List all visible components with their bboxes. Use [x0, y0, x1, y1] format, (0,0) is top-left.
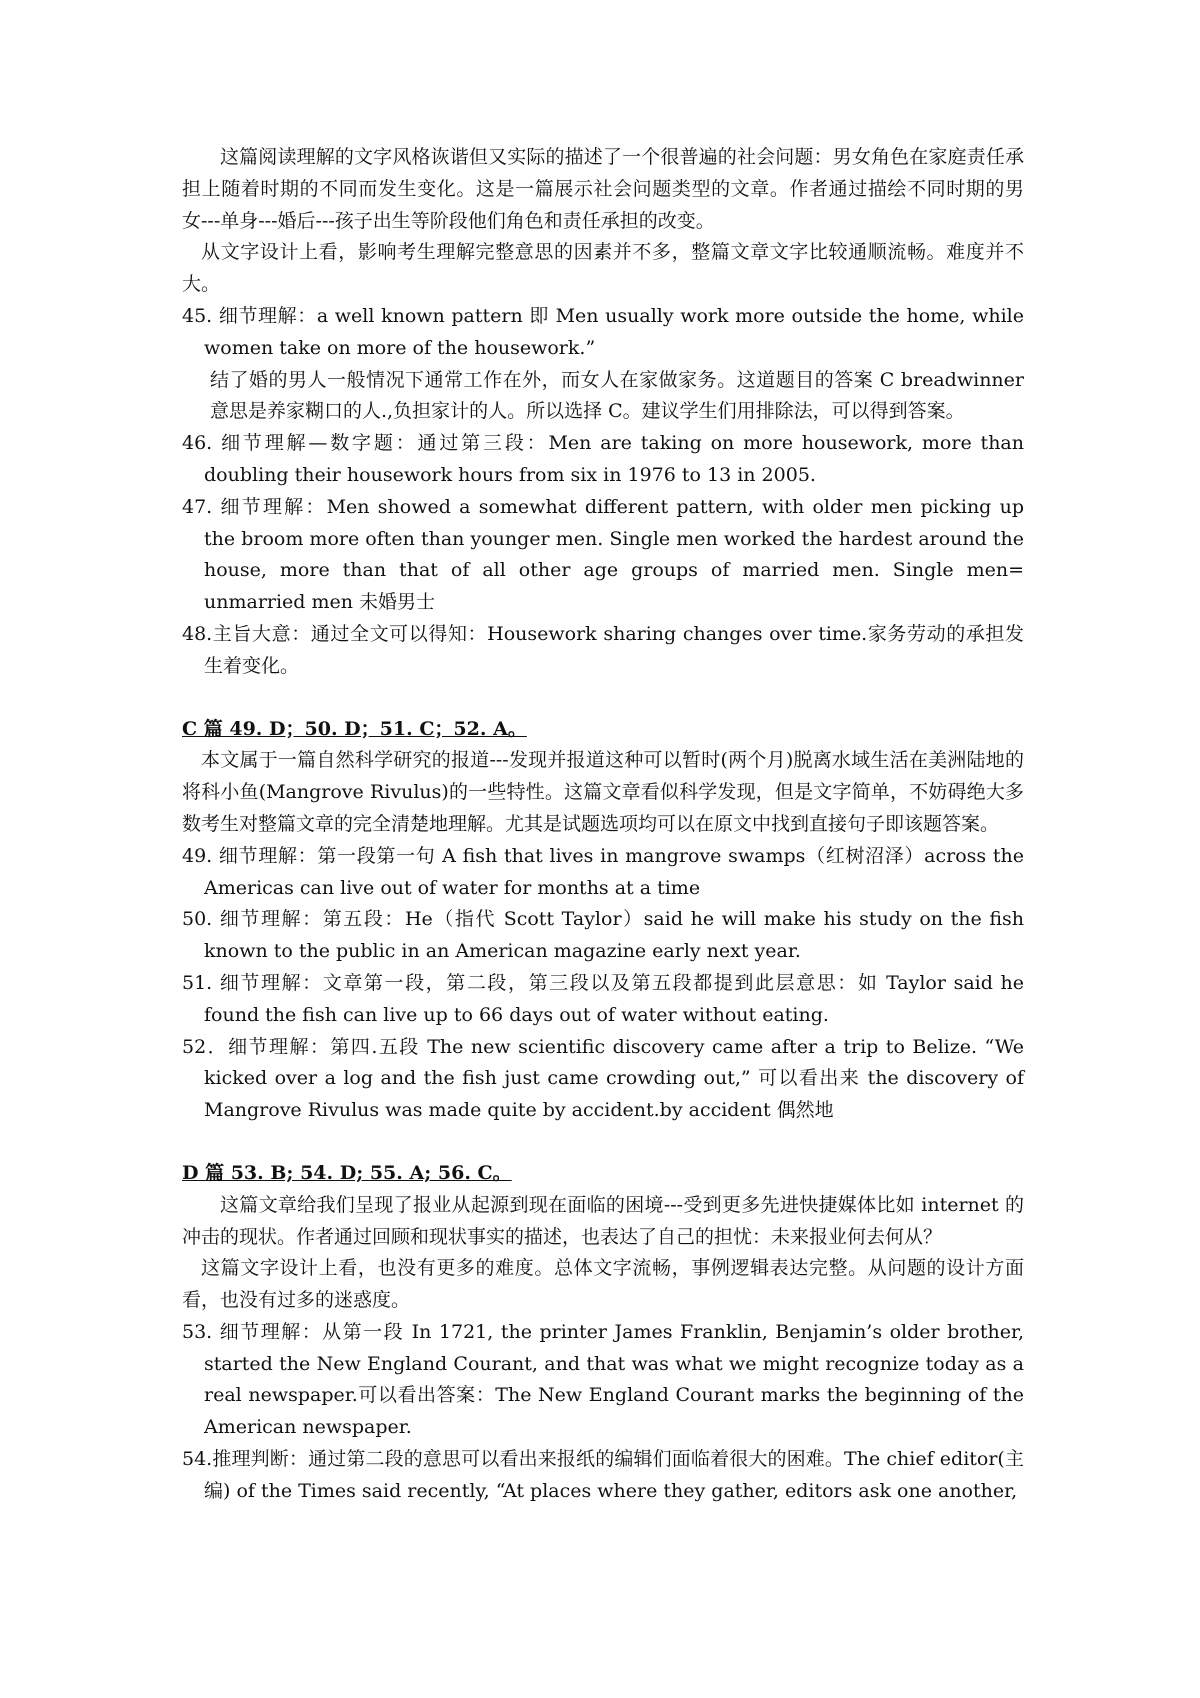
answer-item-48: 48.主旨大意：通过全文可以得知：Housework sharing changes over time.家务劳动的承担发生着变化。	[182, 622, 1024, 677]
intro-paragraph: 从文字设计上看，影响考生理解完整意思的因素并不多，整篇文章文字比较通顺流畅。难度并不大。	[182, 241, 1024, 296]
section-d-intro: 这篇文章给我们呈现了报业从起源到现在面临的困境---受到更多先进快捷媒体比如 internet 的冲击的现状。作者通过回顾和现状事实的描述，也表达了自己的担忧：未来报业何去何从？	[182, 1193, 1024, 1248]
answer-item-51: 51. 细节理解：文章第一段，第二段，第三段以及第五段都提到此层意思：如 Taylor said he found the fish can live up to 66 days out of water without eating.	[182, 971, 1024, 1026]
answer-item-47: 47. 细节理解：Men showed a somewhat different pattern, with older men picking up the broom more often than younger men. Single men worked the hardest around the house, more than that of all other age groups of married men. Single men= unmarried men 未婚男士	[182, 495, 1024, 614]
answer-item-45: 45. 细节理解：a well known pattern 即 Men usually work more outside the home, while women take on more of the housework.”	[182, 304, 1024, 359]
section-d-intro: 这篇文字设计上看，也没有更多的难度。总体文字流畅，事例逻辑表达完整。从问题的设计方面看，也没有过多的迷惑度。	[182, 1257, 1024, 1312]
intro-paragraph: 这篇阅读理解的文字风格诙谐但又实际的描述了一个很普遍的社会问题：男女角色在家庭责任承担上随着时期的不同而发生变化。这是一篇展示社会问题类型的文章。作者通过描绘不同时期的男女---单身---婚后---孩子出生等阶段他们角色和责任承担的改变。	[182, 146, 1024, 232]
answer-item-45-note: 结了婚的男人一般情况下通常工作在外，而女人在家做家务。这道题目的答案 C breadwinner 意思是养家糊口的人.,负担家计的人。所以选择 C。建议学生们用排除法，可以得到答案。	[210, 368, 1024, 423]
answer-item-54: 54.推理判断：通过第二段的意思可以看出来报纸的编辑们面临着很大的困难。The chief editor(主编) of the Times said recently, “At places where they gather, editors ask one another,	[182, 1448, 1024, 1502]
section-c-intro: 本文属于一篇自然科学研究的报道---发现并报道这种可以暂时(两个月)脱离水域生活在美洲陆地的将科小鱼(Mangrove Rivulus)的一些特性。这篇文章看似科学发现，但是文字简单，不妨碍绝大多数考生对整篇文章的完全清楚地理解。尤其是试题选项均可以在原文中找到直接句子即该题答案。	[182, 749, 1024, 835]
answer-item-53: 53. 细节理解：从第一段 In 1721, the printer James Franklin, Benjamin’s older brother, started the New England Courant, and that was what we might recognize today as a real newspaper.可以看出答案：The New England Courant marks the beginning of the American newspaper.	[182, 1320, 1024, 1439]
section-c-heading: C 篇 49. D；50. D；51. C；52. A。	[182, 717, 527, 740]
document-page	[182, 142, 1024, 1508]
answer-item-52: 52．细节理解：第四.五段 The new scientific discovery came after a trip to Belize. “We kicked over a log and the fish just came crowding out,” 可以看出来 the discovery of Mangrove Rivulus was made quite by accident.by accident 偶然地	[182, 1035, 1024, 1122]
answer-item-50: 50. 细节理解：第五段：He（指代 Scott Taylor）said he will make his study on the fish known to the public in an American magazine early next year.	[182, 908, 1024, 963]
answer-item-46: 46. 细节理解—数字题：通过第三段：Men are taking on more housework, more than doubling their housework hours from six in 1976 to 13 in 2005.	[182, 432, 1024, 486]
answer-item-49: 49. 细节理解：第一段第一句 A fish that lives in mangrove swamps（红树沼泽）across the Americas can live out of water for months at a time	[182, 844, 1024, 899]
section-d-heading: D 篇 53. B; 54. D; 55. A; 56. C。	[182, 1161, 512, 1184]
